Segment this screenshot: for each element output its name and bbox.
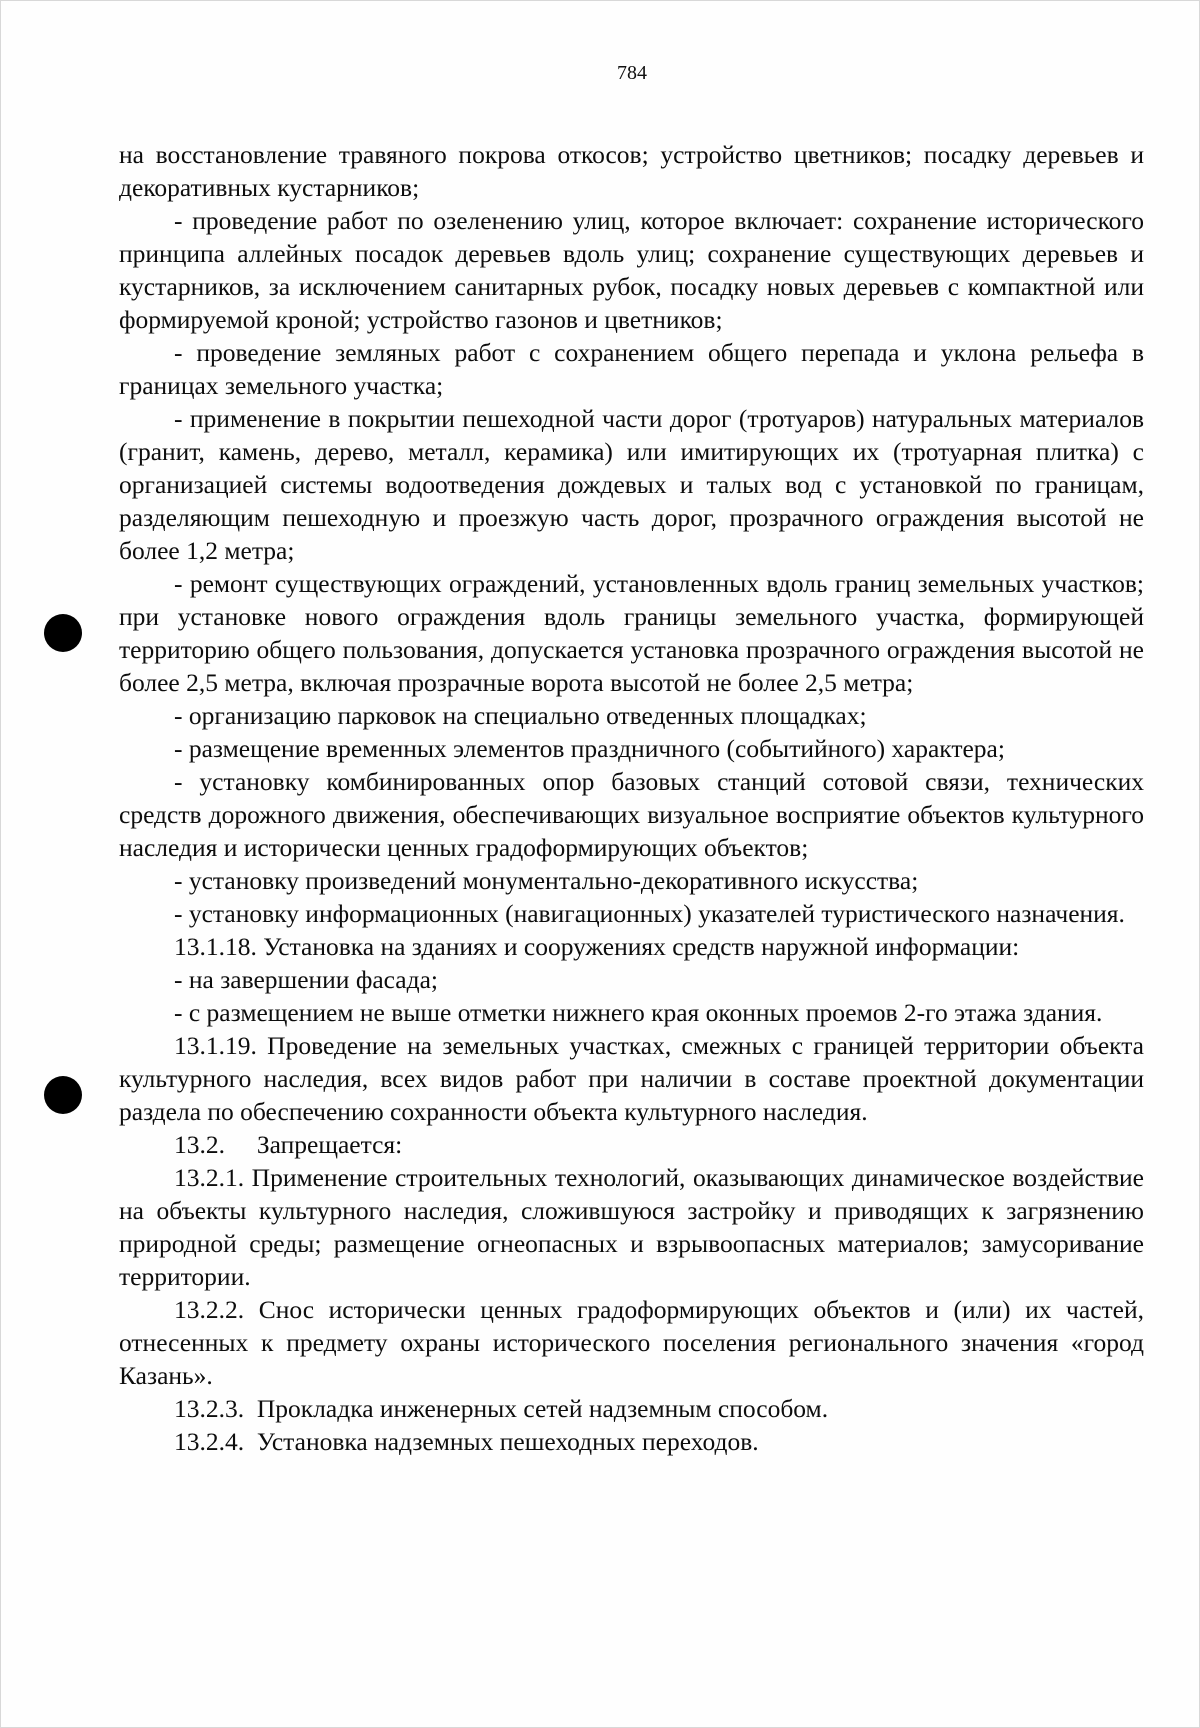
section-heading-13-1-19: 13.1.19. Проведение на земельных участках, смежных с границей территории объекта культурного наследия, всех видов работ при наличии в составе проектной документации раздела по обеспечению сохранности объекта культурного наследия. [119,1031,1144,1126]
paragraph: - размещение временных элементов праздничного (событийного) характера; [174,734,1005,763]
punch-hole-mark [44,1076,82,1114]
paragraph: - ремонт существующих ограждений, установленных вдоль границ земельных участков; при установке нового ограждения вдоль границы земельного участка, формирующей территорию общего пользования, допускается установка прозрачного ограждения высотой не более 2,5 метра, включая прозрачные ворота высотой не более 2,5 метра; [119,569,1144,697]
paragraph: - на завершении фасада; [174,965,438,994]
section-heading-13-2-2: 13.2.2. Снос исторически ценных градоформирующих объектов и (или) их частей, отнесенных к предмету охраны исторического поселения регионального значения «город Казань». [119,1295,1144,1390]
section-heading-13-2: 13.2. Запрещается: [174,1130,403,1159]
punch-hole-mark [44,614,82,652]
section-heading-13-2-1: 13.2.1. Применение строительных технологий, оказывающих динамическое воздействие на объекты культурного наследия, сложившуюся застройку и приводящих к загрязнению природной среды; размещение огнеопасных и взрывоопасных материалов; замусоривание территории. [119,1163,1144,1291]
page-number: 784 [617,62,647,84]
paragraph: - с размещением не выше отметки нижнего края оконных проемов 2-го этажа здания. [174,998,1103,1027]
section-heading-13-2-4: 13.2.4. Установка надземных пешеходных переходов. [174,1427,759,1456]
paragraph: на восстановление травяного покрова откосов; устройство цветников; посадку деревьев и декоративных кустарников; [119,140,1144,202]
paragraph: - установку комбинированных опор базовых станций сотовой связи, технических средств дорожного движения, обеспечивающих визуальное восприятие объектов культурного наследия и исторически ценных градоформирующих объектов; [119,767,1144,862]
section-heading-13-2-3: 13.2.3. Прокладка инженерных сетей надземным способом. [174,1394,829,1423]
paragraph: - установку информационных (навигационных) указателей туристического назначения. [174,899,1125,928]
paragraph: - проведение земляных работ с сохранением общего перепада и уклона рельефа в границах земельного участка; [119,338,1144,400]
paragraph: - проведение работ по озеленению улиц, которое включает: сохранение исторического принципа аллейных посадок деревьев вдоль улиц; сохранение существующих деревьев и кустарников, за исключением санитарных рубок, посадку новых деревьев с компактной или формируемой кроной; устройство газонов и цветников; [119,206,1144,334]
body-text [119,138,1144,1458]
paragraph: - установку произведений монументально-декоративного искусства; [174,866,919,895]
paragraph: - применение в покрытии пешеходной части дорог (тротуаров) натуральных материалов (гранит, камень, дерево, металл, керамика) или имитирующих их (тротуарная плитка) с организацией системы водоотведения дождевых и талых вод с установкой по границам, разделяющим пешеходную и проезжую часть дорог, прозрачного ограждения высотой не более 1,2 метра; [119,404,1144,565]
paragraph: - организацию парковок на специально отведенных площадках; [174,701,867,730]
section-heading-13-1-18: 13.1.18. Установка на зданиях и сооружениях средств наружной информации: [174,932,1020,961]
